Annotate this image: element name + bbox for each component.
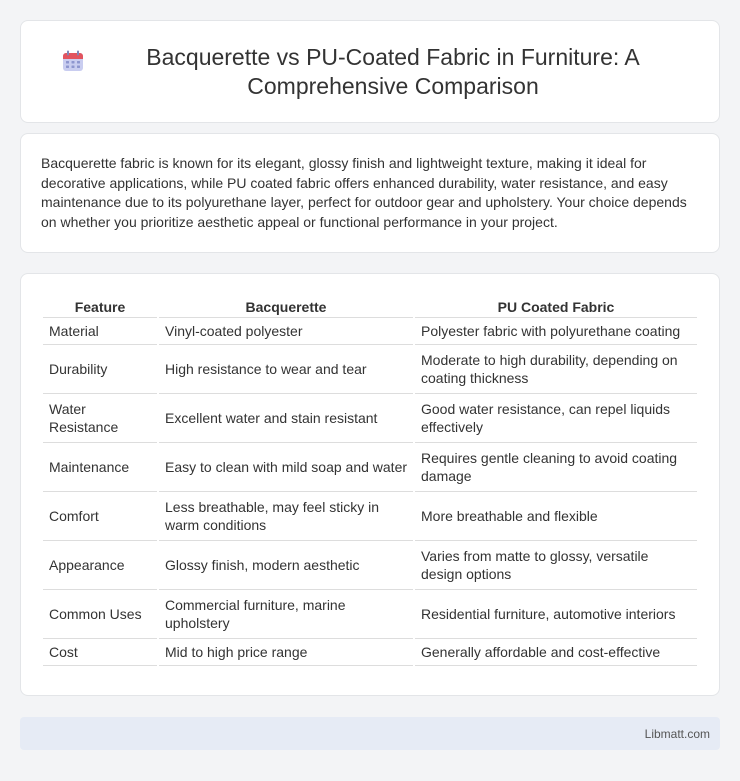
table-row: [43, 541, 697, 590]
cell-pu-coated: Moderate to high durability, depending on coating thickness: [415, 345, 697, 394]
title-card: [20, 20, 720, 123]
cell-pu-coated: Residential furniture, automotive interiors: [415, 590, 697, 639]
cell-bacquerette: Vinyl-coated polyester: [159, 318, 413, 345]
cell-feature: Cost: [43, 639, 157, 666]
cell-pu-coated: Good water resistance, can repel liquids effectively: [415, 394, 697, 443]
cell-pu-coated: Varies from matte to glossy, versatile design options: [415, 541, 697, 590]
page-title: Bacquerette vs PU-Coated Fabric in Furniture: A Comprehensive Comparison: [146, 43, 640, 99]
cell-pu-coated: Generally affordable and cost-effective: [415, 639, 697, 666]
footer-site-link[interactable]: Libmatt.com: [644, 727, 710, 741]
header-bacquerette: Bacquerette: [159, 296, 413, 318]
cell-bacquerette: High resistance to wear and tear: [159, 345, 413, 394]
cell-pu-coated: More breathable and flexible: [415, 492, 697, 541]
cell-pu-coated: Polyester fabric with polyurethane coating: [415, 318, 697, 345]
cell-bacquerette: Easy to clean with mild soap and water: [159, 443, 413, 492]
cell-feature: Appearance: [43, 541, 157, 590]
table-row: [43, 492, 697, 541]
header-pu-coated: PU Coated Fabric: [415, 296, 697, 318]
table-header-row: [43, 296, 697, 318]
table-card: [20, 273, 720, 696]
cell-feature: Durability: [43, 345, 157, 394]
intro-paragraph: Bacquerette fabric is known for its elegant, glossy finish and lightweight texture, making it ideal for decorative applications, while PU coated fabric offers enhanced durability, water resistance, and easy maintenance due to its polyurethane layer, perfect for outdoor gear and upholstery. Your choice depends on whether you prioritize aesthetic appeal or functional performance in your project.: [41, 155, 687, 230]
cell-bacquerette: Commercial furniture, marine upholstery: [159, 590, 413, 639]
cell-feature: Common Uses: [43, 590, 157, 639]
table-row: [43, 394, 697, 443]
cell-pu-coated: Requires gentle cleaning to avoid coating damage: [415, 443, 697, 492]
cell-bacquerette: Excellent water and stain resistant: [159, 394, 413, 443]
cell-feature: Maintenance: [43, 443, 157, 492]
table-row: [43, 318, 697, 345]
calendar-icon: [61, 49, 85, 73]
table-row: [43, 443, 697, 492]
cell-bacquerette: Mid to high price range: [159, 639, 413, 666]
cell-feature: Water Resistance: [43, 394, 157, 443]
comparison-table: [41, 296, 699, 666]
table-row: [43, 639, 697, 666]
cell-feature: Comfort: [43, 492, 157, 541]
cell-feature: Material: [43, 318, 157, 345]
table-row: [43, 345, 697, 394]
intro-card: [20, 133, 720, 253]
table-row: [43, 590, 697, 639]
footer: [20, 717, 720, 750]
cell-bacquerette: Less breathable, may feel sticky in warm conditions: [159, 492, 413, 541]
title-wrap: [21, 43, 719, 101]
header-feature: Feature: [43, 296, 157, 318]
cell-bacquerette: Glossy finish, modern aesthetic: [159, 541, 413, 590]
